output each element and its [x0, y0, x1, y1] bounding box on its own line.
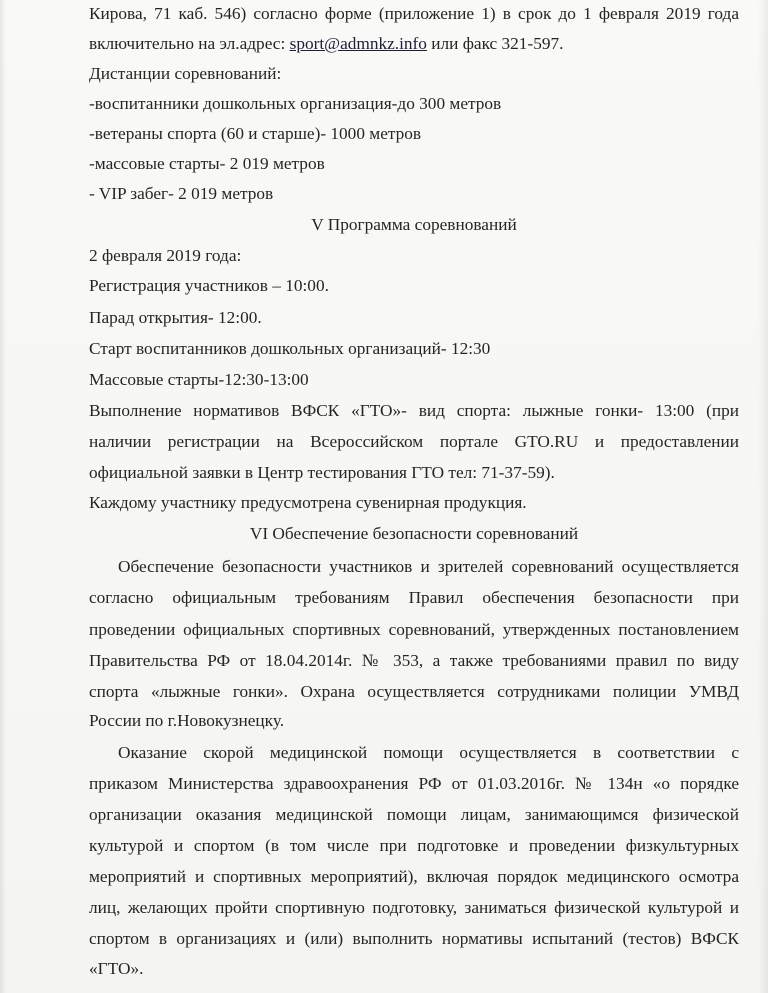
safety-p1-line-1: Обеспечение безопасности участников и зрителей соревнований осуществляется	[118, 557, 739, 576]
scan-edge-right	[758, 0, 768, 993]
safety-p2-line-7: спортом в организациях и (или) выполнить нормативы испытаний (тестов) ВФСК	[89, 929, 739, 948]
safety-heading: VI Обеспечение безопасности соревнований	[249, 524, 579, 543]
safety-p2-line-6: лиц, желающих пройти спортивную подготовку, заниматься физической культурой и	[89, 898, 739, 917]
top-line-1: Кирова, 71 каб. 546) согласно форме (приложение 1) в срок до 1 февраля 2019 года	[89, 4, 739, 23]
top-line-2-pre: включительно на эл.адрес:	[89, 34, 290, 53]
program-souvenir: Каждому участнику предусмотрена сувенирная продукция.	[89, 493, 527, 512]
safety-p2-line-8: «ГТО».	[89, 959, 144, 978]
program-date: 2 февраля 2019 года:	[89, 246, 242, 265]
safety-p2-line-5: мероприятий и спортивных мероприятий), включая порядок медицинского осмотра	[89, 867, 739, 886]
scan-edge-left	[0, 0, 6, 993]
top-line-2-post: или факс 321-597.	[426, 34, 564, 53]
top-line-2	[89, 34, 563, 54]
safety-p1-line-5: спорта «лыжные гонки». Охрана осуществляется сотрудниками полиции УМВД	[89, 682, 739, 701]
safety-p1-line-3: проведении официальных спортивных соревнований, утвержденных постановлением	[89, 620, 739, 639]
program-registration: Регистрация участников – 10:00.	[89, 276, 329, 295]
safety-p2-line-2: приказом Министерства здравоохранения РФ от 01.03.2016г. № 134н «о порядке	[89, 774, 739, 793]
safety-p1-line-2: согласно официальным требованиям Правил обеспечения безопасности при	[89, 588, 739, 607]
program-parade: Парад открытия- 12:00.	[89, 308, 262, 327]
distance-item: -массовые старты- 2 019 метров	[89, 154, 325, 173]
program-gto-line-1: Выполнение нормативов ВФСК «ГТО»- вид спорта: лыжные гонки- 13:00 (при	[89, 401, 739, 420]
distance-item: - VIP забег- 2 019 метров	[89, 184, 274, 203]
program-start-preschool: Старт воспитанников дошкольных организаций- 12:30	[89, 339, 491, 358]
safety-p1-line-4: Правительства РФ от 18.04.2014г. № 353, а также требованиями правил по виду	[89, 651, 739, 670]
program-mass-starts: Массовые старты-12:30-13:00	[89, 370, 309, 389]
distances-heading: Дистанции соревнований:	[89, 64, 282, 83]
program-gto-line-3: официальной заявки в Центр тестирования ГТО тел: 71-37-59).	[89, 463, 555, 482]
program-gto-line-2: наличии регистрации на Всероссийском портале GTO.RU и предоставлении	[89, 432, 739, 451]
email-link[interactable]: sport@admnkz.info	[289, 34, 427, 53]
safety-p1-line-6: России по г.Новокузнецку.	[89, 711, 285, 730]
safety-p2-line-4: культурой и спортом (в том числе при подготовке и проведении физкультурных	[89, 836, 739, 855]
distance-item: -ветераны спорта (60 и старше)- 1000 метров	[89, 124, 422, 143]
distance-item: -воспитанники дошкольных организация-до 300 метров	[89, 94, 502, 113]
safety-p2-line-3: организации оказания медицинской помощи лицам, занимающимся физической	[89, 805, 739, 824]
program-heading: V Программа соревнований	[311, 215, 517, 234]
safety-p2-line-1: Оказание скорой медицинской помощи осуществляется в соответствии с	[118, 743, 739, 762]
